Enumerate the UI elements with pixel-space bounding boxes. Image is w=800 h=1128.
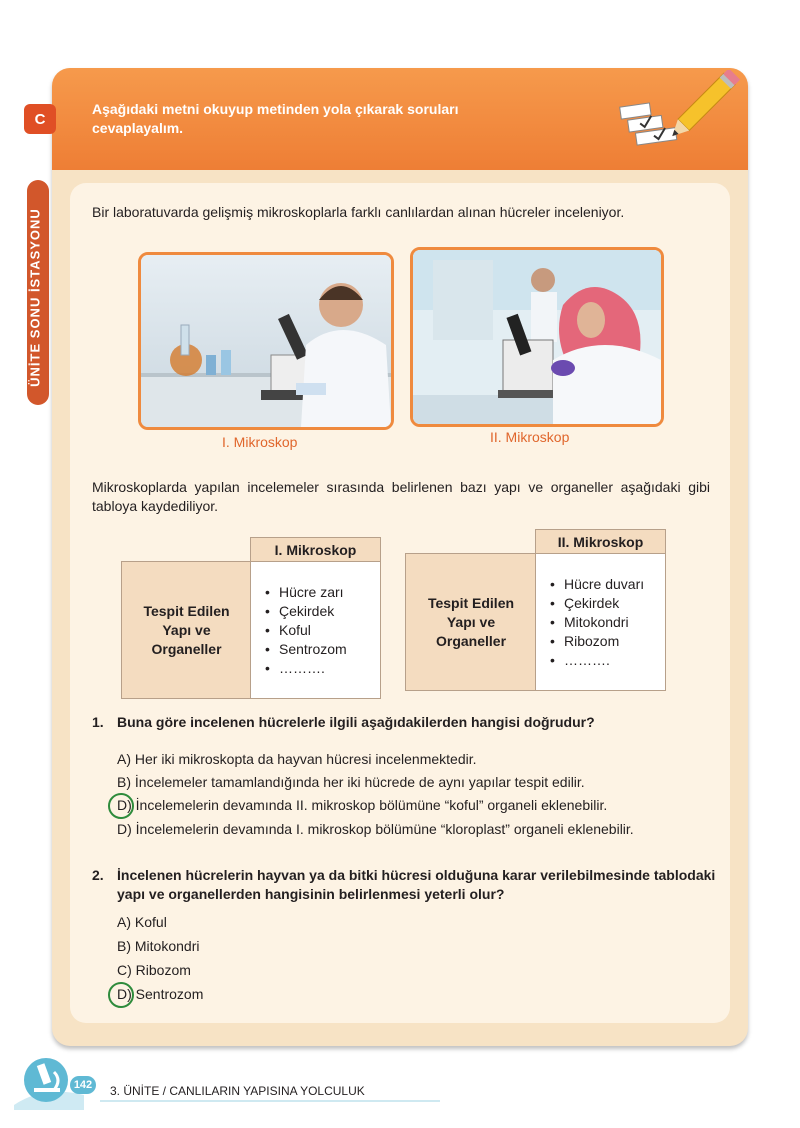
q1-option-c[interactable] — [117, 796, 607, 815]
table-2-row-label-text: Tespit Edilen Yapı ve Organeller — [427, 594, 515, 649]
q1-option-b[interactable] — [117, 773, 585, 792]
option-text: İncelemelerin devamında I. mikroskop bölümüne “kloroplast” organeli eklenebilir. — [135, 821, 634, 837]
question-2-number: 2. — [92, 867, 104, 883]
intro-text: Bir laboratuvarda gelişmiş mikroskoplarla farklı canlılardan alınan hücreler inceleniyor. — [92, 204, 625, 220]
footer-divider — [100, 1100, 440, 1102]
option-letter: A) — [117, 914, 131, 930]
photo-2-caption: II. Mikroskop — [490, 429, 570, 445]
header-instruction: Aşağıdaki metni okuyup metinden yola çıkarak soruları cevaplayalım. — [92, 101, 459, 136]
table-intro-paragraph: Mikroskoplarda yapılan incelemeler sırasında belirlenen bazı yapı ve organeller aşağıdaki gibi tabloya kaydediliyor. — [92, 479, 710, 514]
option-text: Koful — [134, 914, 167, 930]
table-2-list — [535, 553, 666, 691]
option-letter: A) — [117, 751, 131, 767]
option-letter: D) — [117, 821, 132, 837]
side-label: ÜNİTE SONU İSTASYONU — [27, 208, 43, 387]
question-2-text: İncelenen hücrelerin hayvan ya da bitki hücresi olduğuna karar verilebilmesinde tablodaki yapı ve organellerden hangisinin belirlenmesi yeterli olur? — [117, 867, 716, 902]
table-1-row-label-text: Tespit Edilen Yapı ve Organeller — [143, 602, 230, 657]
table-1-item: • Koful — [265, 621, 380, 640]
option-letter: D) — [117, 986, 132, 1002]
table-1-row-label — [121, 561, 252, 699]
table-2-item: • Çekirdek — [550, 594, 665, 613]
q1-option-d[interactable] — [117, 820, 634, 839]
option-letter: B) — [117, 938, 131, 954]
question-1-text: Buna göre incelenen hücrelerle ilgili aşağıdakilerden hangisi doğrudur? — [117, 714, 595, 730]
option-text: İncelemeler tamamlandığında her iki hücrede de aynı yapılar tespit edilir. — [134, 774, 585, 790]
option-letter: C) — [117, 962, 132, 978]
q1-option-a[interactable] — [117, 750, 477, 769]
table-2-item: • Ribozom — [550, 632, 665, 651]
table-2-row-label — [405, 553, 537, 691]
table-2-item: • Hücre duvarı — [550, 575, 665, 594]
page-number: 142 — [70, 1076, 96, 1094]
table-2-header: II. Mikroskop — [535, 529, 666, 555]
option-text: Mitokondri — [134, 938, 200, 954]
table-1-item: • Sentrozom — [265, 640, 380, 659]
pencil-checklist-icon — [612, 70, 742, 160]
table-1-item: • Hücre zarı — [265, 583, 380, 602]
microscope-photo-2 — [410, 247, 664, 427]
option-text: Ribozom — [135, 962, 191, 978]
table-1-list — [250, 561, 381, 699]
option-text: İncelemelerin devamında II. mikroskop bölümüne “koful” organeli eklenebilir. — [135, 797, 608, 813]
q2-option-a[interactable] — [117, 913, 167, 932]
option-letter: D) — [117, 797, 132, 813]
option-text: Sentrozom — [135, 986, 204, 1002]
table-1-header: I. Mikroskop — [250, 537, 381, 563]
table-2-item: • ………. — [550, 651, 665, 670]
photo-1-caption: I. Mikroskop — [222, 434, 298, 450]
q2-option-d[interactable] — [117, 985, 203, 1004]
question-1-number: 1. — [92, 714, 104, 730]
footer-unit-title: 3. ÜNİTE / CANLILARIN YAPISINA YOLCULUK — [110, 1084, 365, 1098]
microscope-photo-1 — [138, 252, 394, 430]
q2-option-b[interactable] — [117, 937, 199, 956]
option-letter: B) — [117, 774, 131, 790]
section-badge: C — [24, 104, 56, 134]
option-text: Her iki mikroskopta da hayvan hücresi incelenmektedir. — [134, 751, 477, 767]
q2-option-c[interactable] — [117, 961, 191, 980]
table-1-item: • ………. — [265, 659, 380, 678]
table-1-item: • Çekirdek — [265, 602, 380, 621]
table-2-item: • Mitokondri — [550, 613, 665, 632]
